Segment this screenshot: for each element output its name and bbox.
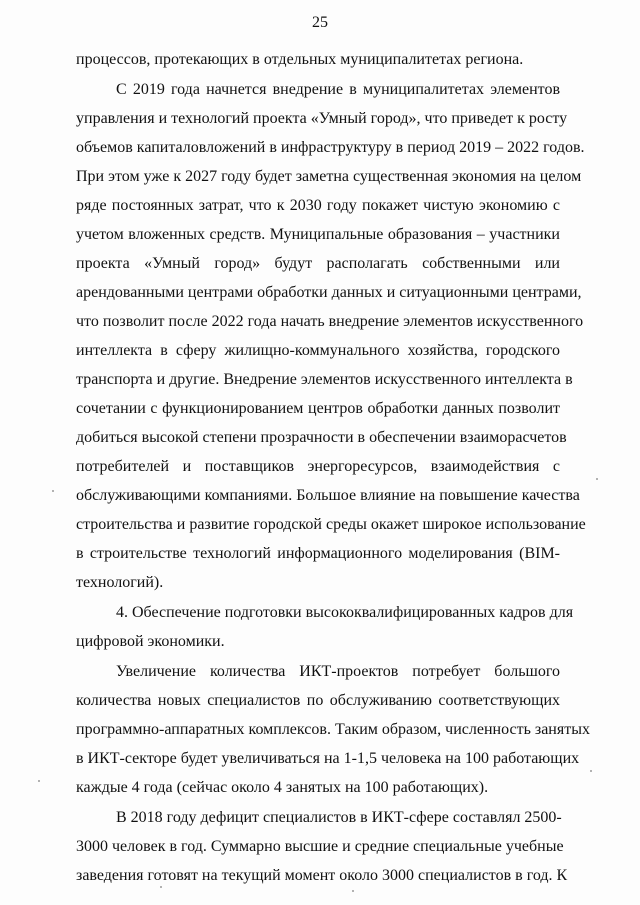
text-line: управления и технологий проекта «Умный город», что приведет к росту [76, 110, 568, 127]
text-line: учетом вложенных средств. Муниципальные образования – участники [76, 226, 560, 243]
paragraph-first-line: С 2019 года начнется внедрение в муниципалитетах элементов [116, 81, 560, 98]
text-line: что позволит после 2022 года начать внедрение элементов искусственного [76, 313, 584, 330]
scan-speck [590, 770, 592, 772]
text-line: процессов, протекающих в отдельных муниципалитетах региона. [76, 51, 524, 68]
text-line: в ИКТ-секторе будет увеличиваться на 1-1,5 человека на 100 работающих [76, 750, 580, 767]
text-line: обслуживающими компаниями. Большое влияние на повышение качества [76, 487, 580, 504]
text-line: строительства и развитие городской среды окажет широкое использование [76, 516, 586, 533]
text-line: в строительстве технологий информационного моделирования (BIM- [76, 545, 560, 562]
scan-speck [52, 490, 54, 492]
text-line: каждые 4 года (сейчас около 4 занятых на 100 работающих). [76, 779, 489, 796]
text-line: заведения готовят на текущий момент около 3000 специалистов в год. К [76, 867, 568, 884]
scan-speck [38, 780, 40, 782]
text-line: 3000 человек в год. Суммарно высшие и средние специальные учебные [76, 838, 564, 855]
scan-speck [596, 478, 598, 480]
text-line: потребителей и поставщиков энергоресурсов, взаимодействия с [76, 458, 560, 475]
paragraph-first-line: В 2018 году дефицит специалистов в ИКТ-сфере составлял 2500- [116, 809, 562, 826]
text-line: технологий). [76, 574, 164, 591]
text-line: интеллекта в сферу жилищно-коммунального хозяйства, городского [76, 342, 560, 359]
text-line: проекта «Умный город» будут располагать собственными или [76, 255, 560, 272]
text-line: сочетании с функционированием центров обработки данных позволит [76, 400, 560, 417]
section-heading-line: цифровой экономики. [76, 633, 225, 650]
section-heading-line: 4. Обеспечение подготовки высококвалифицированных кадров для [116, 604, 574, 621]
text-line: арендованными центрами обработки данных и ситуационными центрами, [76, 284, 582, 301]
text-line: ряде постоянных затрат, что к 2030 году покажет чистую экономию с [76, 197, 560, 214]
text-line: программно-аппаратных комплексов. Таким образом, численность занятых [76, 721, 590, 738]
paragraph-first-line: Увеличение количества ИКТ-проектов потребует большого [116, 663, 560, 680]
text-line: транспорта и другие. Внедрение элементов искусственного интеллекта в [76, 371, 573, 388]
page-number: 25 [312, 14, 328, 31]
scan-speck [352, 890, 354, 892]
scan-speck [160, 886, 162, 888]
text-line: количества новых специалистов по обслуживанию соответствующих [76, 692, 560, 709]
text-line: объемов капиталовложений в инфраструктуру в период 2019 – 2022 годов. [76, 139, 585, 156]
text-line: добиться высокой степени прозрачности в обеспечении взаиморасчетов [76, 429, 567, 446]
text-line: При этом уже к 2027 году будет заметна существенная экономия на целом [76, 168, 582, 185]
